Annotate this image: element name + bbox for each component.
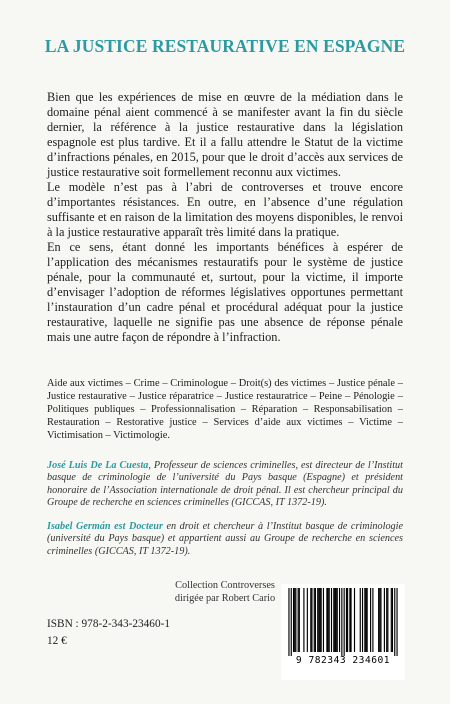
- collection-name: Collection Controverses: [175, 580, 275, 591]
- barcode-bar: [319, 588, 320, 652]
- barcode-bar: [294, 588, 295, 652]
- author-bio-1: [47, 460, 403, 510]
- barcode-bar: [344, 588, 345, 656]
- isbn-block: [47, 616, 170, 650]
- barcode-bar: [314, 588, 315, 652]
- barcode-bar: [365, 588, 366, 652]
- barcode-bar: [384, 588, 385, 652]
- barcode-bar: [350, 588, 351, 652]
- barcode-bar: [336, 588, 337, 652]
- barcode-bar: [392, 588, 393, 652]
- barcode-bar: [331, 588, 332, 652]
- barcode-bar: [391, 588, 392, 652]
- barcode-bar: [347, 588, 348, 652]
- isbn-number: ISBN : 978-2-343-23460-1: [47, 618, 171, 630]
- barcode-bar: [394, 588, 395, 656]
- barcode-bar: [346, 588, 347, 652]
- barcode-bar: [288, 588, 289, 656]
- barcode-bar: [364, 588, 365, 652]
- barcode-bar: [299, 588, 300, 652]
- barcode-bar: [327, 588, 328, 652]
- barcode-bar: [311, 588, 312, 652]
- keywords-list: Aide aux victimes – Crime – Criminologue – Droit(s) des victimes – Justice pénale – Justice restaurative – Justice réparatrice – Justice restauratrice – Peine – Pénologie – Politiques publiques – Professionnalisation – Réparation – Responsabilisation – Restauration – Restorative justice – Services d’aide aux victimes – Victime – Victimisation – Victimologie.: [47, 378, 403, 441]
- barcode-bar: [303, 588, 304, 652]
- barcode-bar: [349, 588, 350, 652]
- collection-director: dirigée par Robert Cario: [174, 592, 276, 604]
- barcode: [281, 584, 405, 680]
- author-description-2: en droit et chercheur à l’Institut basque de criminologie (université du Pays basque) et appartient aussi au Groupe de recherche en sciences criminelles (GICCAS, IT 1372-19).: [47, 521, 403, 557]
- book-price: 12 €: [47, 635, 67, 647]
- barcode-bar: [329, 588, 330, 652]
- barcode-bar: [333, 588, 334, 652]
- barcode-bar: [323, 588, 324, 652]
- barcode-bar: [334, 588, 335, 652]
- author-description-1: , Professeur de sciences criminelles, est directeur de l’Institut basque de criminologie de l’université du Pays basque (Espagne) et président honoraire de l’Association internationale de droit pénal. Il est chercheur principal du Groupe de recherche en sciences criminelles (GICCAS, IT 1372-19).: [47, 460, 403, 509]
- barcode-bar: [293, 588, 294, 652]
- summary-paragraph-2: Le modèle n’est pas à l’abri de controverses et trouve encore d’importantes résistances. En outre, en l’absence d’une régulation suffisante et en raison de la limitation des moyens disponibles, le renvoi à la justice restaurative apparaît très limité dans la pratique.: [47, 180, 403, 239]
- barcode-bar: [380, 588, 381, 652]
- barcode-bar: [318, 588, 319, 652]
- barcode-bars: [281, 584, 405, 656]
- barcode-bar: [367, 588, 368, 652]
- barcode-bar: [326, 588, 327, 652]
- barcode-bar: [310, 588, 311, 652]
- summary-paragraph-3: En ce sens, étant donné les importants bénéfices à espérer de l’application des mécanismes restauratifs pour le système de justice pénale, pour la communauté et, surtout, pour la victime, il importe d’envisager l’adoption de réformes législatives opportunes permettant l’instauration d’un cadre pénal et procédural adéquat pour la justice restaurative, laquelle ne signifie pas une absence de réponse pénale mais une autre façon de répondre à l’infraction.: [47, 240, 403, 344]
- barcode-bar: [372, 588, 373, 652]
- barcode-bar: [315, 588, 316, 652]
- barcode-bar: [339, 588, 340, 652]
- barcode-bar: [379, 588, 380, 652]
- barcode-bar: [354, 588, 355, 652]
- barcode-bar: [396, 588, 397, 656]
- barcode-bar: [307, 588, 308, 652]
- barcode-bar: [360, 588, 361, 652]
- barcode-bar: [321, 588, 322, 652]
- barcode-bar: [291, 588, 292, 656]
- barcode-bar: [370, 588, 371, 652]
- barcode-bar: [337, 588, 338, 652]
- book-title: LA JUSTICE RESTAURATIVE EN ESPAGNE: [44, 36, 406, 56]
- barcode-bar: [341, 588, 342, 656]
- barcode-digits: 9 782343 234601: [295, 655, 391, 666]
- barcode-bar: [298, 588, 299, 652]
- barcode-bar: [378, 588, 379, 652]
- barcode-bar: [317, 588, 318, 652]
- author-name-2: Isabel Germán est Docteur: [47, 521, 163, 532]
- barcode-bar: [295, 588, 296, 652]
- barcode-bar: [362, 588, 363, 652]
- summary-paragraph-1: Bien que les expériences de mise en œuvre de la médiation dans le domaine pénal aient commencé à se manifester avant la fin du siècle dernier, la référence à la justice restaurative dans la législation espagnole est plus tardive. Et il a fallu attendre le Statut de la victime d’infractions pénales, en 2015, pour que le droit d’accès aux services de justice restaurative soit formellement reconnu aux victimes.: [47, 90, 403, 179]
- summary-text: [47, 90, 403, 345]
- barcode-bar: [387, 588, 388, 652]
- author-name-1: José Luis De La Cuesta: [47, 460, 149, 471]
- barcode-bar: [386, 588, 387, 652]
- author-bio-2: [47, 521, 403, 558]
